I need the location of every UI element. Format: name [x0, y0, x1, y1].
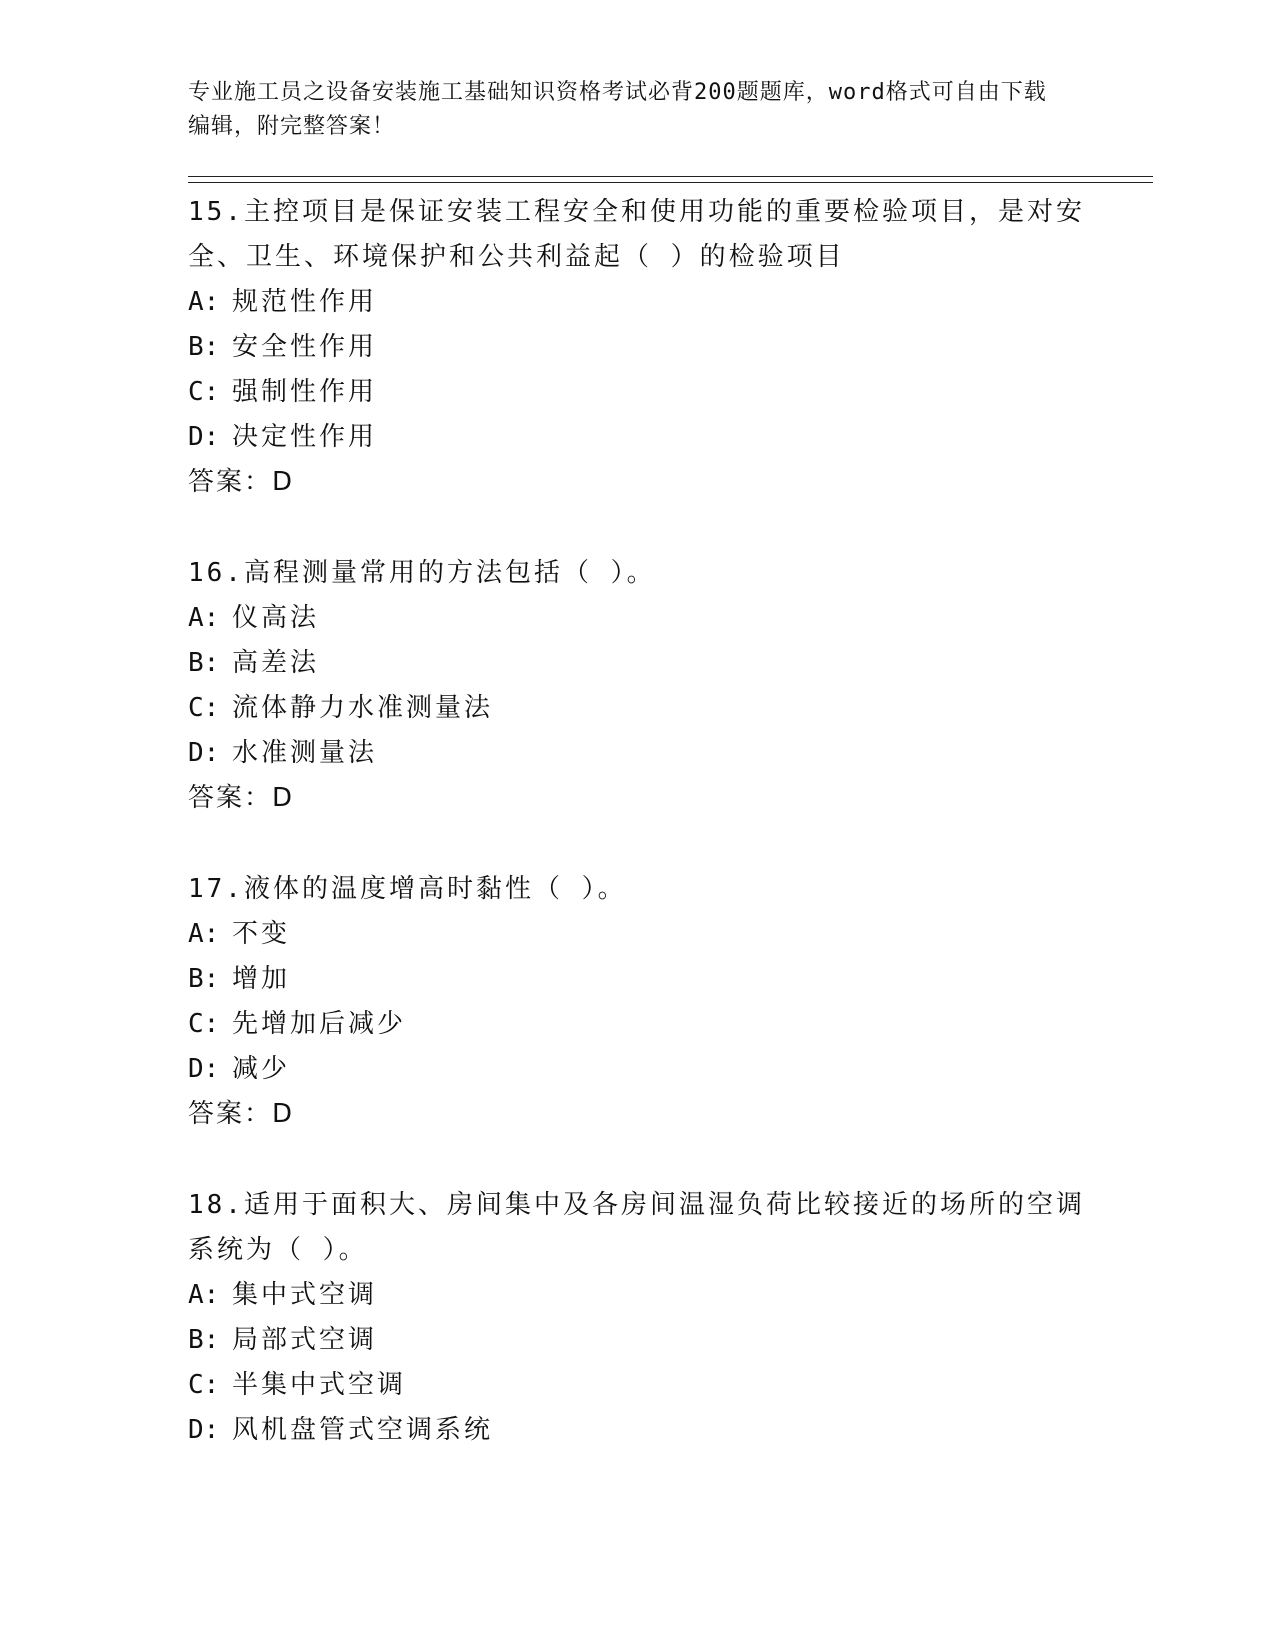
question-18 [188, 1183, 1088, 1453]
header-divider-bottom [188, 182, 1153, 183]
option-text: 局部式空调 [232, 1325, 378, 1355]
option-a [188, 912, 1088, 957]
answer-line: 答案：D [188, 783, 295, 813]
option-a [188, 280, 1088, 325]
option-letter: B: [188, 648, 220, 678]
option-letter: C: [188, 1370, 220, 1400]
option-text: 安全性作用 [232, 332, 378, 362]
option-b [188, 325, 1088, 370]
option-text: 流体静力水准测量法 [232, 693, 494, 723]
option-text: 增加 [232, 964, 291, 994]
option-letter: C: [188, 1009, 220, 1039]
option-text: 先增加后减少 [232, 1009, 407, 1039]
answer-line: 答案：D [188, 1099, 295, 1129]
header-divider-top [188, 176, 1153, 177]
option-d [188, 1408, 1088, 1453]
option-c [188, 1363, 1088, 1408]
header-text: 专业施工员之设备安装施工基础知识资格考试必背200题题库，word格式可自由下载编辑，附完整答案！ [188, 80, 1047, 139]
option-b [188, 641, 1088, 686]
option-letter: B: [188, 332, 220, 362]
option-letter: B: [188, 964, 220, 994]
option-text: 决定性作用 [232, 422, 378, 452]
question-16 [188, 551, 1088, 821]
option-text: 集中式空调 [232, 1280, 378, 1310]
question-15 [188, 190, 1088, 505]
option-c [188, 370, 1088, 415]
option-text: 减少 [232, 1054, 291, 1084]
option-letter: C: [188, 693, 220, 723]
question-stem: 17.液体的温度增高时黏性（ ）。 [188, 874, 627, 904]
option-c [188, 686, 1088, 731]
option-text: 仪高法 [232, 603, 320, 633]
question-stem: 16.高程测量常用的方法包括（ ）。 [188, 558, 656, 588]
option-text: 高差法 [232, 648, 320, 678]
option-letter: B: [188, 1325, 220, 1355]
option-letter: A: [188, 1280, 220, 1310]
option-d [188, 1047, 1088, 1092]
question-17 [188, 867, 1088, 1137]
option-letter: A: [188, 287, 220, 317]
option-text: 水准测量法 [232, 738, 378, 768]
option-b [188, 1318, 1088, 1363]
option-letter: D: [188, 1054, 220, 1084]
option-letter: A: [188, 919, 220, 949]
question-list [188, 190, 1088, 1499]
option-d [188, 415, 1088, 460]
question-stem: 15.主控项目是保证安装工程安全和使用功能的重要检验项目，是对安全、卫生、环境保护和公共利益起（ ）的检验项目 [188, 197, 1085, 272]
option-letter: D: [188, 738, 220, 768]
option-text: 风机盘管式空调系统 [232, 1415, 494, 1445]
option-text: 强制性作用 [232, 377, 378, 407]
option-b [188, 957, 1088, 1002]
option-text: 不变 [232, 919, 291, 949]
document-header [188, 76, 1068, 144]
option-c [188, 1002, 1088, 1047]
option-letter: A: [188, 603, 220, 633]
question-stem: 18.适用于面积大、房间集中及各房间温湿负荷比较接近的场所的空调系统为（ ）。 [188, 1190, 1085, 1265]
option-d [188, 731, 1088, 776]
option-text: 规范性作用 [232, 287, 378, 317]
option-letter: C: [188, 377, 220, 407]
option-text: 半集中式空调 [232, 1370, 407, 1400]
option-letter: D: [188, 1415, 220, 1445]
option-a [188, 1273, 1088, 1318]
answer-line: 答案：D [188, 467, 295, 497]
option-a [188, 596, 1088, 641]
option-letter: D: [188, 422, 220, 452]
